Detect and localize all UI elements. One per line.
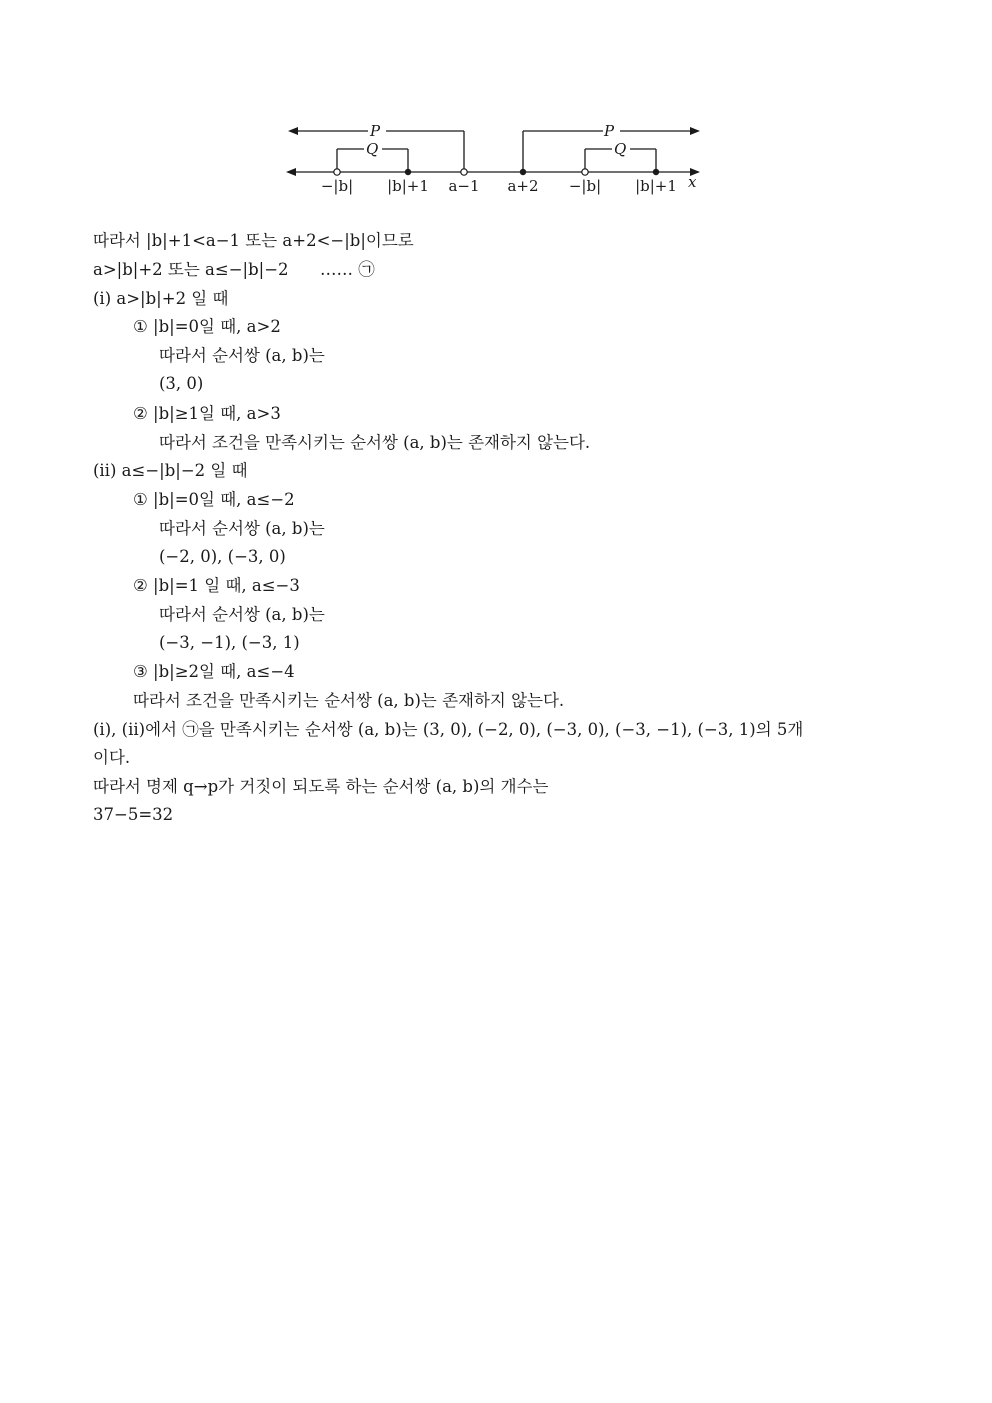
tick-label: −|b| bbox=[320, 177, 354, 195]
x-axis-label: x bbox=[688, 173, 697, 191]
closed-point-abs-b-plus-1-right bbox=[653, 169, 659, 175]
solution-line: 따라서 조건을 만족시키는 순서쌍 (a, b)는 존재하지 않는다. bbox=[159, 433, 591, 452]
tick-label: |b|+1 bbox=[635, 177, 677, 195]
closed-point-abs-b-plus-1-left bbox=[405, 169, 411, 175]
case-heading: (ⅱ) a≤−|b|−2 일 때 bbox=[93, 461, 248, 480]
subcase-line: ① |b|=0일 때, a>2 bbox=[133, 317, 281, 336]
subcase-line: ② |b|≥1일 때, a>3 bbox=[133, 404, 281, 423]
subcase-line: ③ |b|≥2일 때, a≤−4 bbox=[133, 662, 295, 681]
closed-point-a-plus-2 bbox=[520, 169, 526, 175]
answer-line: 37−5=32 bbox=[93, 805, 174, 824]
p-label-right: P bbox=[604, 122, 615, 140]
tick-label: −|b| bbox=[568, 177, 602, 195]
p-label-left: P bbox=[370, 122, 381, 140]
case-heading: (ⅰ) a>|b|+2 일 때 bbox=[93, 289, 229, 308]
tick-label: a+2 bbox=[507, 177, 539, 195]
subcase-line: ① |b|=0일 때, a≤−2 bbox=[133, 490, 295, 509]
solution-line: (3, 0) bbox=[159, 374, 204, 393]
p-right-arrow bbox=[690, 127, 700, 135]
solution-line: (ⅰ), (ⅱ)에서 ㉠을 만족시키는 순서쌍 (a, b)는 (3, 0), (−2, 0), (−3, 0), (−3, −1), (−3, 1)의 5개 bbox=[93, 720, 804, 739]
x-axis-left-arrow bbox=[286, 168, 296, 176]
open-point-neg-abs-b-left bbox=[334, 169, 340, 175]
solution-line: 이다. bbox=[93, 748, 131, 767]
open-point-a-minus-1 bbox=[461, 169, 467, 175]
solution-line: 따라서 순서쌍 (a, b)는 bbox=[159, 346, 325, 365]
solution-line: 따라서 명제 q→p가 거짓이 되도록 하는 순서쌍 (a, b)의 개수는 bbox=[93, 777, 549, 796]
tick-label: |b|+1 bbox=[387, 177, 429, 195]
solution-line: 따라서 순서쌍 (a, b)는 bbox=[159, 605, 325, 624]
solution-line: (−2, 0), (−3, 0) bbox=[159, 547, 286, 566]
q-label-right: Q bbox=[614, 140, 627, 158]
solution-line: a>|b|+2 또는 a≤−|b|−2 …… ㉠ bbox=[93, 260, 375, 279]
number-line-diagram bbox=[280, 112, 710, 198]
p-left-arrow bbox=[288, 127, 298, 135]
solution-line: 따라서 조건을 만족시키는 순서쌍 (a, b)는 존재하지 않는다. bbox=[133, 691, 565, 710]
solution-line: 따라서 순서쌍 (a, b)는 bbox=[159, 519, 325, 538]
q-label-left: Q bbox=[366, 140, 379, 158]
solution-line: (−3, −1), (−3, 1) bbox=[159, 633, 300, 652]
open-point-neg-abs-b-right bbox=[582, 169, 588, 175]
tick-label: a−1 bbox=[448, 177, 480, 195]
subcase-line: ② |b|=1 일 때, a≤−3 bbox=[133, 576, 300, 595]
solution-line: 따라서 |b|+1<a−1 또는 a+2<−|b|이므로 bbox=[93, 231, 414, 250]
